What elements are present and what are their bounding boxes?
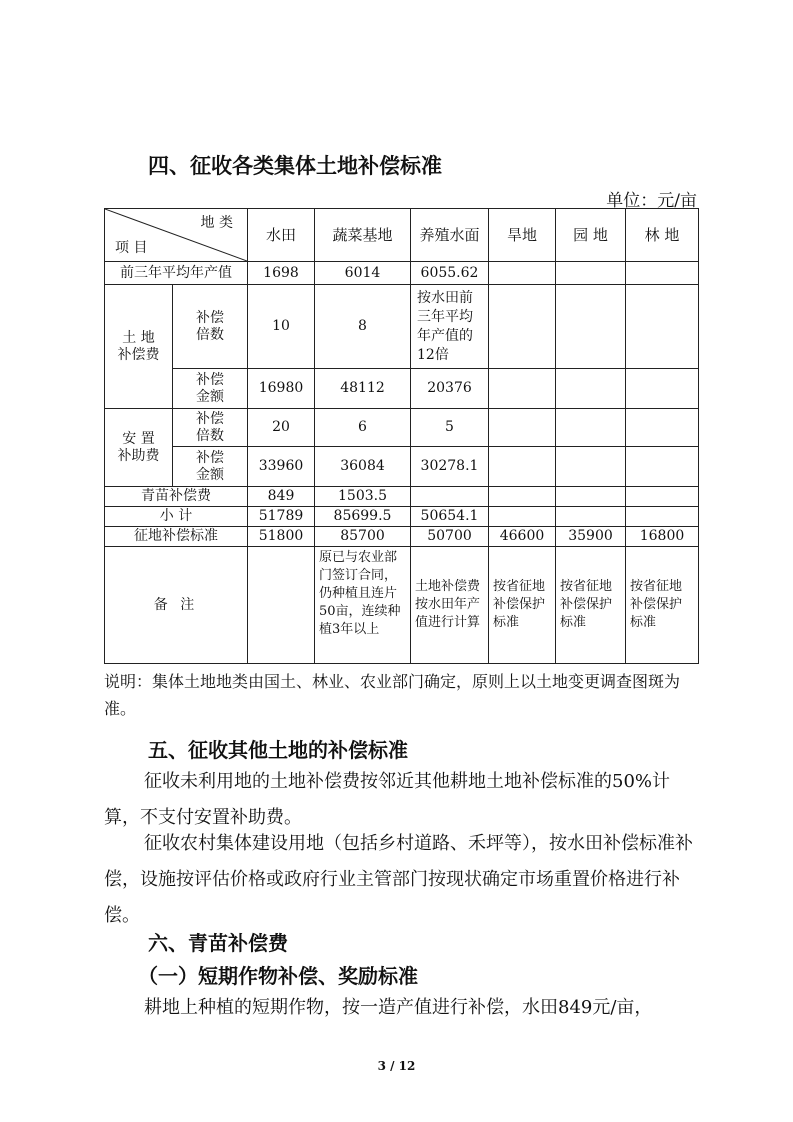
table-cell: [626, 507, 699, 527]
table-cell: [626, 447, 699, 487]
remark-cell: 按省征地补偿保护标准: [626, 547, 699, 664]
col-header: 水田: [248, 209, 315, 262]
group-label: 安 置 补助费: [105, 409, 173, 487]
table-cell: 46600: [489, 527, 556, 547]
table-cell: 50654.1: [411, 507, 489, 527]
section5-paragraph-2: 征收农村集体建设用地（包括乡村道路、禾坪等），按水田补偿标准补偿，设施按评估价格或政府行业主管部门按现状确定市场重置价格进行补偿。: [104, 833, 693, 926]
table-cell: [556, 447, 626, 487]
table-cell: [489, 369, 556, 409]
table-cell: [626, 285, 699, 369]
table-cell: [626, 262, 699, 285]
table-cell: 按水田前三年平均年产值的12倍: [411, 285, 489, 369]
table-cell: 48112: [315, 369, 411, 409]
table-cell: [489, 487, 556, 507]
remark-cell: 土地补偿费按水田年产值进行计算: [411, 547, 489, 664]
table-cell: [489, 409, 556, 447]
table-cell: 6: [315, 409, 411, 447]
table-cell: 51800: [248, 527, 315, 547]
table-cell: 16980: [248, 369, 315, 409]
col-header: 蔬菜基地: [315, 209, 411, 262]
table-cell: 51789: [248, 507, 315, 527]
table-row: [105, 447, 699, 487]
table-row: [105, 527, 699, 547]
table-row: [105, 369, 699, 409]
row-label: 小 计: [105, 507, 248, 527]
row-label: 征地补偿标准: [105, 527, 248, 547]
col-header: 园 地: [556, 209, 626, 262]
row-label: 青苗补偿费: [105, 487, 248, 507]
table-cell: [489, 507, 556, 527]
table-cell: 849: [248, 487, 315, 507]
remark-cell: 按省征地补偿保护标准: [556, 547, 626, 664]
table-cell: 1698: [248, 262, 315, 285]
table-cell: 20376: [411, 369, 489, 409]
remark-cell: 原已与农业部门签订合同，仍种植且连片50亩，连续种植3年以上: [315, 547, 411, 664]
table-cell: [626, 487, 699, 507]
group-label: 土 地 补偿费: [105, 285, 173, 409]
table-cell: [556, 487, 626, 507]
page-number: 3 / 12: [377, 1059, 416, 1073]
table-row: [105, 262, 699, 285]
row-label: 备 注: [105, 547, 248, 664]
table-cell: [556, 262, 626, 285]
table-cell: 50700: [411, 527, 489, 547]
table-note: 说明：集体土地地类由国土、林业、农业部门确定，原则上以土地变更调查图斑为准。: [104, 672, 681, 718]
table-cell: 33960: [248, 447, 315, 487]
table-cell: 1503.5: [315, 487, 411, 507]
table-row: [105, 547, 699, 664]
col-header: 林 地: [626, 209, 699, 262]
table-cell: 10: [248, 285, 315, 369]
remark-cell: [248, 547, 315, 664]
sub-label: 补偿 倍数: [173, 409, 248, 447]
section5-paragraph-1: 征收未利用地的土地补偿费按邻近其他耕地土地补偿标准的50%计算，不支付安置补助费。: [104, 771, 671, 828]
table-cell: 6014: [315, 262, 411, 285]
compensation-table: [104, 208, 699, 664]
table-cell: [556, 507, 626, 527]
table-cell: [411, 487, 489, 507]
section6-paragraph-1: 耕地上种植的短期作物，按一造产值进行补偿，水田849元/亩，: [144, 997, 653, 1018]
table-cell: 85699.5: [315, 507, 411, 527]
col-header: 养殖水面: [411, 209, 489, 262]
table-row: [105, 487, 699, 507]
corner-top-label: 地 类: [200, 215, 233, 231]
table-cell: 8: [315, 285, 411, 369]
table-cell: 20: [248, 409, 315, 447]
table-cell: [489, 262, 556, 285]
table-row: [105, 507, 699, 527]
table-cell: [489, 285, 556, 369]
table-header-row: [105, 209, 699, 262]
section4-title: 四、征收各类集体土地补偿标准: [148, 154, 442, 178]
section6-subtitle-1: （一）短期作物补偿、奖励标准: [138, 964, 418, 988]
table-cell: 5: [411, 409, 489, 447]
sub-label: 补偿 金额: [173, 369, 248, 409]
table-cell: [556, 285, 626, 369]
table-row: [105, 409, 699, 447]
table-cell: [626, 409, 699, 447]
table-cell: 35900: [556, 527, 626, 547]
table-cell: [556, 369, 626, 409]
table-cell: 6055.62: [411, 262, 489, 285]
table-row: [105, 285, 699, 369]
table-cell: 36084: [315, 447, 411, 487]
table-cell: [556, 409, 626, 447]
table-cell: 30278.1: [411, 447, 489, 487]
unit-label: 单位：元/亩: [606, 191, 697, 211]
sub-label: 补偿 倍数: [173, 285, 248, 369]
sub-label: 补偿 金额: [173, 447, 248, 487]
table-cell: [489, 447, 556, 487]
remark-cell: 按省征地补偿保护标准: [489, 547, 556, 664]
corner-bottom-label: 项 目: [115, 240, 148, 256]
table-cell: [626, 369, 699, 409]
section5-title: 五、征收其他土地的补偿标准: [148, 738, 408, 762]
table-cell: 16800: [626, 527, 699, 547]
row-label: 前三年平均年产值: [105, 262, 248, 285]
table-corner-cell: [105, 209, 248, 262]
table-cell: 85700: [315, 527, 411, 547]
col-header: 旱地: [489, 209, 556, 262]
section6-title: 六、青苗补偿费: [148, 931, 288, 955]
